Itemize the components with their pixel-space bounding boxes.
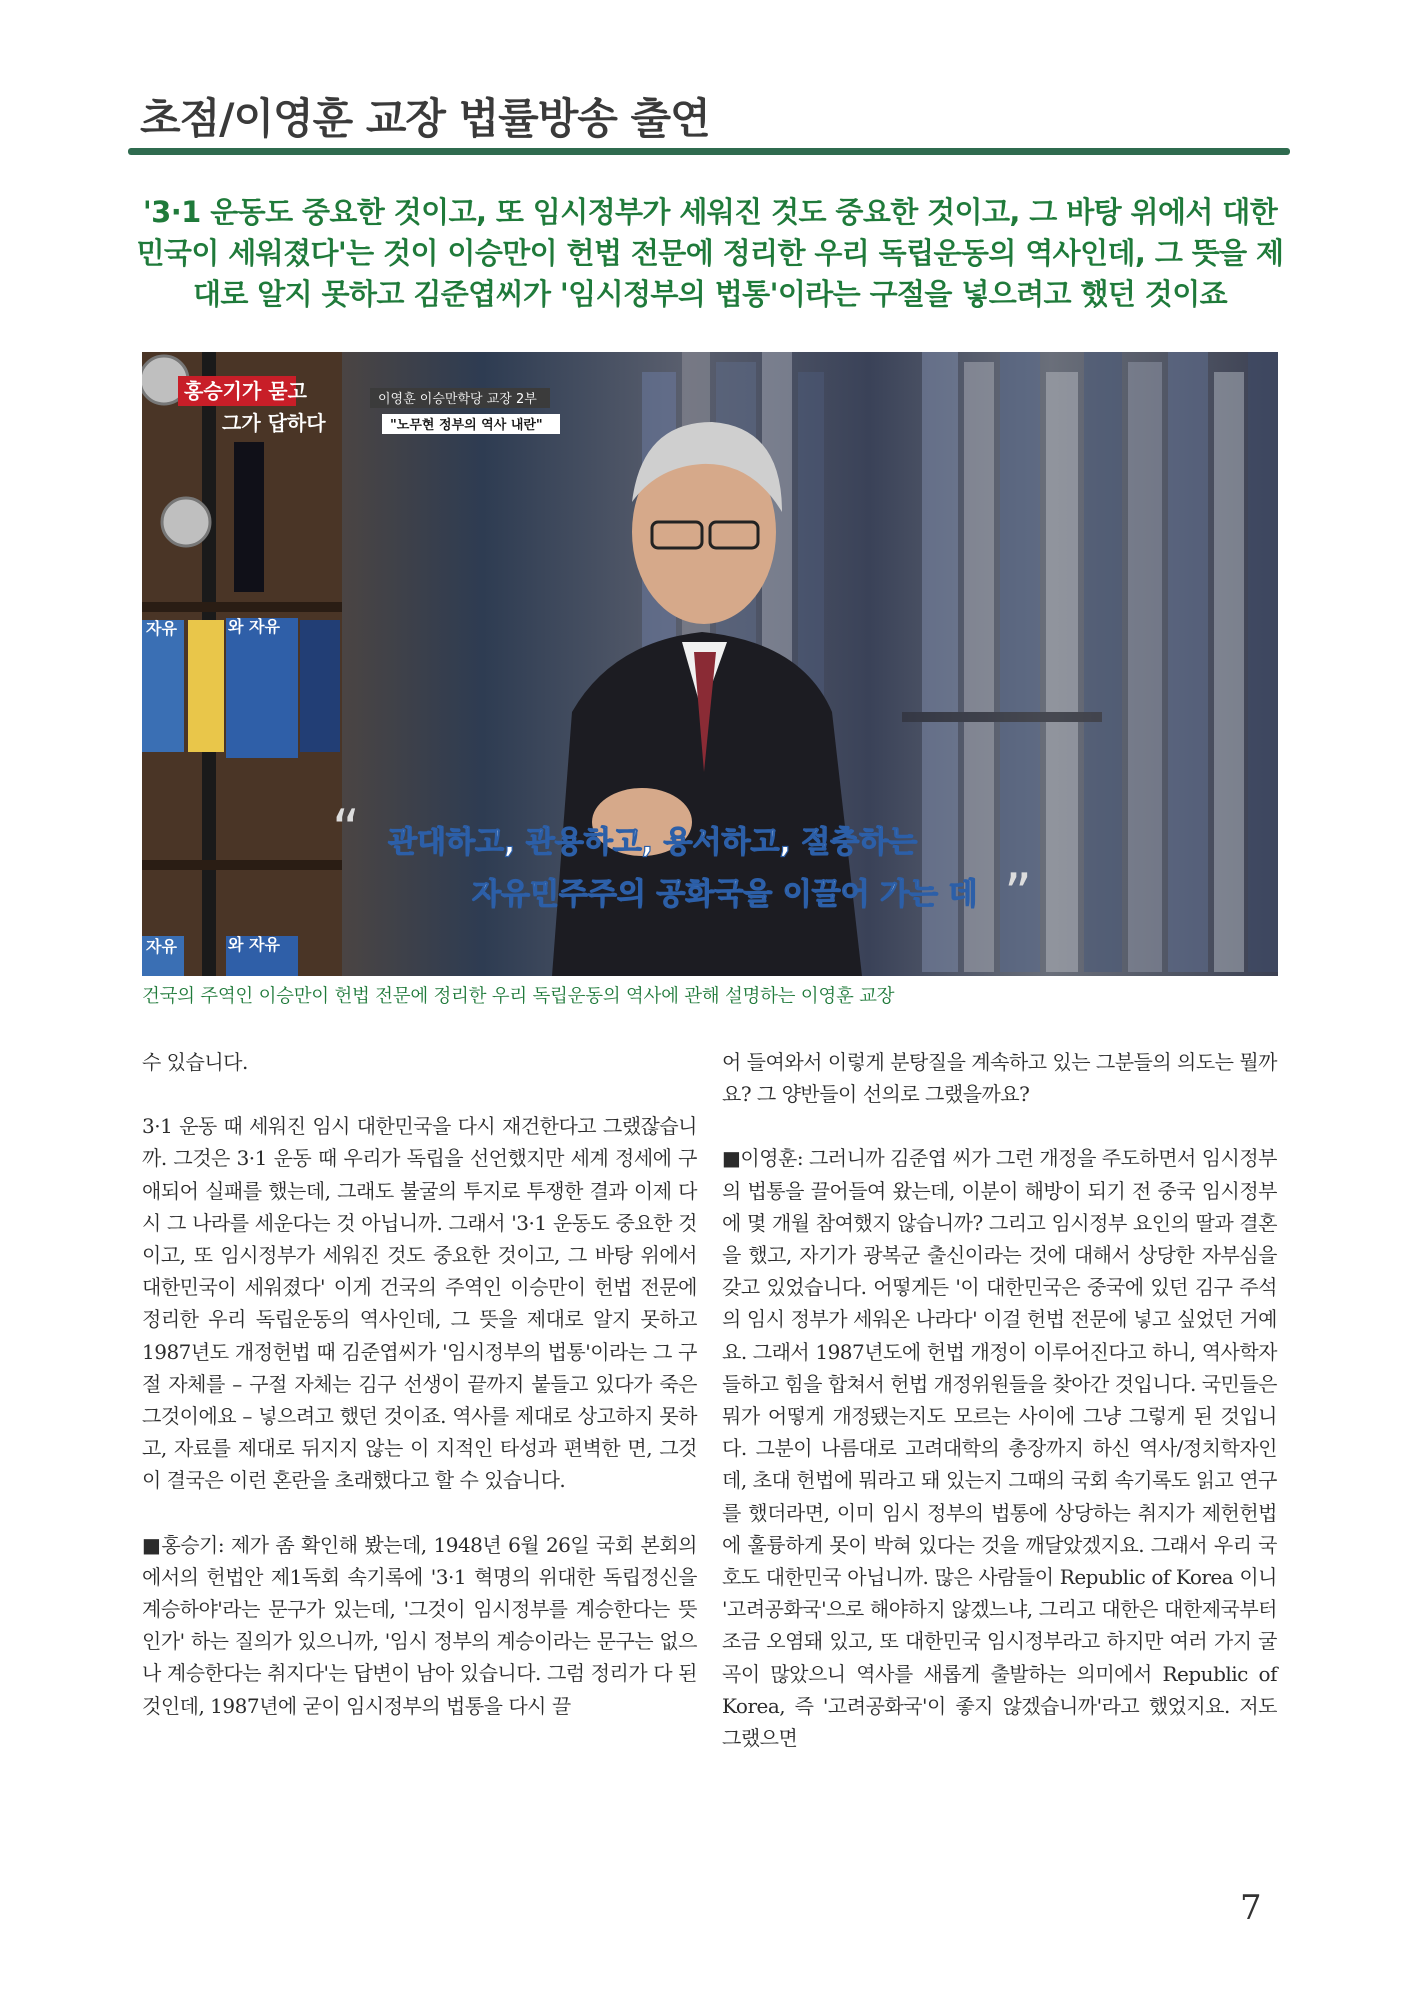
subtitle-line2: 자유민주주의 공화국을 이끌어 가는 데 xyxy=(472,877,978,912)
title-divider xyxy=(128,148,1290,155)
photo-caption: 건국의 주역인 이승만이 헌법 전문에 정리한 우리 독립운동의 역사에 관해 설명하는 이영훈 교장 xyxy=(142,986,895,1007)
show-title-line2: 그가 답하다 xyxy=(222,411,326,435)
photo-scene xyxy=(142,352,1278,976)
quote-open-icon: “ xyxy=(332,798,360,861)
interview-photo xyxy=(142,352,1278,976)
shelf-board xyxy=(142,860,342,870)
paragraph: 수 있습니다. xyxy=(142,1050,248,1074)
quote-close-icon: ” xyxy=(1004,862,1032,925)
film-reel-icon xyxy=(162,498,210,546)
book xyxy=(188,620,224,752)
episode-banner xyxy=(370,388,560,434)
show-title-line1: 홍승기가 묻고 xyxy=(184,379,307,403)
subtitle-line1: 관대하고, 관용하고, 용서하고, 절충하는 xyxy=(388,825,918,860)
book-label: 와 자유 xyxy=(228,935,280,954)
pull-quote: '3·1 운동도 중요한 것이고, 또 임시정부가 세워진 것도 중요한 것이고, 그 바탕 위에서 대한민국이 세워졌다'는 것이 이승만이 헌법 전문에 정리한 우리 독립운동의 역사인데, 그 뜻을 제대로 알지 못하고 김준엽씨가 '임시정부의 법통'이라는 구절을 넣으려고 했던 것이죠 xyxy=(136,195,1284,311)
book-label: 와 자유 xyxy=(228,617,280,636)
paragraph: ■이영훈: 그러니까 김준엽 씨가 그런 개정을 주도하면서 임시정부의 법통을 끌어들여 왔는데, 이분이 해방이 되기 전 중국 임시정부에 몇 개월 참여했지 않습니까? 그리고 임시정부 요인의 딸과 결혼을 했고, 자기가 광복군 출신이라는 것에 대해서 상당한 자부심을 갖고 있었습니다. 어떻게든 '이 대한민국은 중국에 있던 김구 주석의 임시 정부가 세워온 나라다' 이걸 헌법 전문에 넣고 싶었던 거예요. 그래서 1987년도에 헌법 개정이 이루어진다고 하니, 역사학자들하고 힘을 합쳐서 헌법 개정위원들을 찾아간 것입니다. 국민들은 뭐가 어떻게 개정됐는지도 모르는 사이에 그냥 그렇게 된 것입니다. 그분이 나름대로 고려대학의 총장까지 하신 역사/정치학자인데, 초대 헌법에 뭐라고 돼 있는지 그때의 국회 속기록도 읽고 연구를 했더라면, 이미 임시 정부의 법통에 상당하는 취지가 제헌헌법에 훌륭하게 못이 박혀 있다는 것을 깨달았겠지요. 그래서 우리 국호도 대한민국 아닙니까. 많은 사람들이 Republic of Korea 이니 '고려공화국'으로 해야하지 않겠느냐, 그리고 대한은 대한제국부터 조금 오염돼 있고, 또 대한민국 임시정부라고 하지만 여러 가지 굴곡이 많았으니 역사를 새롭게 출발하는 의미에서 Republic of Korea, 즉 '고려공화국'이 좋지 않겠습니까'라고 했었지요. 저도 그랬으면 xyxy=(722,1146,1277,1751)
episode-title: "노무현 정부의 역사 내란" xyxy=(390,418,543,433)
guest-label: 이영훈 이승만학당 교장 2부 xyxy=(378,392,537,407)
paragraph: ■홍승기: 제가 좀 확인해 봤는데, 1948년 6월 26일 국회 본회의에서의 헌법안 제1독회 속기록에 '3·1 혁명의 위대한 독립정신을 계승하야'라는 문구가 있는데, '그것이 임시정부를 계승한다는 뜻인가' 하는 질의가 있으니까, '임시 정부의 계승이라는 문구는 없으나 계승한다는 취지다'는 답변이 남아 있습니다. 그럼 정리가 다 된 것인데, 1987년에 굳이 임시정부의 법통을 다시 끌 xyxy=(142,1532,697,1718)
article-column-left xyxy=(142,1046,697,1722)
display-frame xyxy=(234,442,264,592)
article-column-right xyxy=(722,1046,1277,1754)
shelf-board xyxy=(142,602,342,612)
book-label: 자유 xyxy=(146,619,177,638)
paragraph: 어 들여와서 이렇게 분탕질을 계속하고 있는 그분들의 의도는 뭘까요? 그 양반들이 선의로 그랬을까요? xyxy=(722,1050,1277,1107)
book xyxy=(300,620,340,752)
paragraph: 3·1 운동 때 세워진 임시 대한민국을 다시 재건한다고 그랬잖습니까. 그것은 3·1 운동 때 우리가 독립을 선언했지만 세계 정세에 구애되어 실패를 했는데, 그래도 불굴의 투지로 투쟁한 결과 이제 다시 그 나라를 세운다는 것 아닙니까. 그래서 '3·1 운동도 중요한 것이고, 또 임시정부가 세워진 것도 중요한 것이고, 그 바탕 위에서 대한민국이 세워졌다' 이게 건국의 주역인 이승만이 헌법 전문에 정리한 우리 독립운동의 역사인데, 그 뜻을 제대로 알지 못하고 1987년도 개정헌법 때 김준엽씨가 '임시정부의 법통'이라는 그 구절 자체를 – 구절 자체는 김구 선생이 끝까지 붙들고 있다가 죽은 그것이에요 – 넣으려고 했던 것이죠. 역사를 제대로 상고하지 못하고, 자료를 제대로 뒤지지 않는 이 지적인 타성과 편벽한 면, 그것이 결국은 이런 혼란을 초래했다고 할 수 있습니다. xyxy=(142,1114,697,1493)
book xyxy=(226,618,298,758)
section-title: 초점/이영훈 교장 법률방송 출연 xyxy=(140,94,710,143)
page-number: 7 xyxy=(1240,1888,1262,1928)
book-label: 자유 xyxy=(146,937,177,956)
book xyxy=(142,620,184,752)
